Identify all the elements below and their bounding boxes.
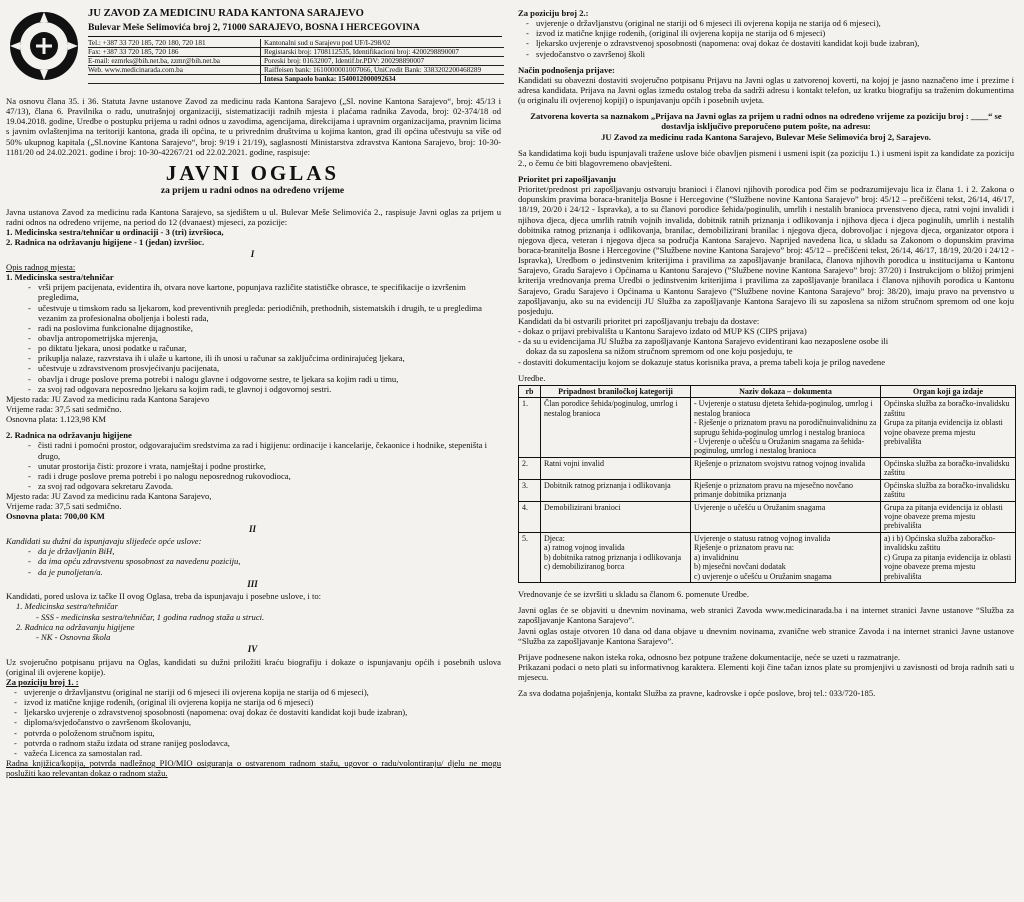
table-row bbox=[519, 457, 1016, 479]
priority-title: Prioritet pri zapošljavanju bbox=[518, 173, 616, 184]
publication-text: Javni oglas će se objaviti u dnevnim novinama, web stranici Zavoda www.medicinarada.ba i na internet stranici Javne ustanove “Služba za zapošljavanje Kantona Sarajevo”. bbox=[518, 605, 1014, 626]
list-item: - prikuplja nalaze, razvrstava ih i ulaže u kartone, ili ih unosi u računar sa zaključcima ordinirajućeg ljekara, bbox=[28, 353, 505, 363]
priority-condition: - dokaz o prijavi prebivališta u Kantonu Sarajevo izdato od MUP KS (CIPS prijava) bbox=[518, 326, 807, 337]
job-desc-title: Opis radnog mjesta: bbox=[6, 261, 76, 272]
envelope-address: JU Zavod za medicinu rada Kantona Sarajevo, Bulevar Meše Selimovića broj 2, Sarajevo. bbox=[601, 131, 931, 142]
pos2-hours: Vrijeme rada: 37,5 sati sedmično. bbox=[6, 501, 122, 512]
evidence-table bbox=[518, 385, 1016, 583]
col-header-organ: Organ koji ga izdaje bbox=[881, 385, 1016, 397]
cell-rb: 1. bbox=[519, 398, 541, 458]
table-row bbox=[519, 532, 1016, 582]
cell-organ: Grupa za pitanja evidencija iz oblasti vojne obaveze prema mjestu prebivališta bbox=[881, 501, 1016, 532]
special-conditions-intro: Kandidati, pored uslova iz tačke II ovog Oglasa, treba da ispunjavaju i posebne uslove, i to: bbox=[6, 591, 322, 602]
list-item: - svjedočanstvo o završenoj školi bbox=[526, 49, 1018, 59]
info-text: Prikazani podaci o neto plati su informativnog karaktera. Elementi koji čine tačan iznos plate su promjenjivi u zavisnosti od broja radnih sati u mjesecu. bbox=[518, 661, 1014, 683]
list-item: - da je punoljetan/a. bbox=[28, 567, 505, 577]
contact-court: Kantonalni sud u Sarajevu pod UF/I-298/02 bbox=[260, 39, 504, 47]
cell-category: Član porodice šehida/poginulog, umrlog i nestalog branioca bbox=[541, 398, 691, 458]
pos2-salary: Osnovna plata: 700,00 KM bbox=[6, 511, 105, 522]
cell-organ: Općinska služba za boračko-invalidsku zaštitu bbox=[881, 457, 1016, 479]
list-item: - vrši prijem pacijenata, evidentira ih, otvara nove kartone, popunjava različite statističke obrasce, te specifikacije o izvršenim pregledima, bbox=[28, 282, 505, 302]
pos1-place: Mjesto rada: JU Zavod za medicinu rada Kantona Sarajevo bbox=[6, 393, 210, 404]
duration-text: Javni oglas ostaje otvoren 10 dana od dana objave u dnevnim novinama, zvanične web stranice Zavoda i na internet stranici Javne ustanove “Služba za zapošljavanje Kantona Sarajevo”. bbox=[518, 625, 1014, 646]
contact-email: E-mail: ezmrks@bih.net.ba, zzmr@bih.net.ba bbox=[88, 57, 220, 65]
cell-organ: Općinska služba za boračko-invalidsku zaštitu Grupa za pitanja evidencija iz oblasti vojne obaveze prema mjestu prebivališta bbox=[881, 398, 1016, 458]
contact-row bbox=[88, 48, 504, 57]
list-item: - diploma/svjedočanstvo o završenom školovanju, bbox=[14, 717, 505, 727]
list-item: - da ima opću zdravstvenu sposobnost za navedenu poziciju, bbox=[28, 556, 505, 566]
special-item-2-title: 2. Radnica na održavanju higijene bbox=[16, 621, 135, 632]
cell-organ: a) i b) Općinska služba zaboračko-invalidsku zaštitu c) Grupa za pitanja evidencija iz oblasti vojne obaveze prema mjestu prebivališta bbox=[881, 532, 1016, 582]
org-address: Bulevar Meše Selimovića broj 2, 71000 SARAJEVO, BOSNA I HERCEGOVINA bbox=[88, 22, 420, 33]
contact-empty bbox=[88, 75, 260, 83]
pos1-hours: Vrijeme rada: 37,5 sati sedmično. bbox=[6, 403, 122, 414]
list-item: - radi na poslovima funkcionalne dijagnostike, bbox=[28, 323, 505, 333]
list-item: - izvod iz matične knjige rođenih, (original ili ovjerena kopija ne starija od 6 mjeseci) bbox=[526, 28, 1018, 38]
pos2-title: 2. Radnica na održavanju higijene bbox=[6, 430, 132, 441]
incomplete-text: Prijave podnesene nakon isteka roka, odnosno bez potpune tražene dokumentacije, neće se uzeti u razmatranje. bbox=[518, 651, 901, 662]
position-1-line: 1. Medicinska sestra/tehničar u ordinaciji - 3 (tri) izvršioca, bbox=[6, 227, 224, 238]
priority-condition: - dostaviti dokumentaciju kojom se dokazuje status korisnika prava, a prema tabeli koja je prilog navedene bbox=[518, 356, 886, 367]
left-column bbox=[0, 0, 505, 778]
org-name: JU ZAVOD ZA MEDICINU RADA KANTONA SARAJEVO bbox=[88, 8, 364, 19]
list-item: - ljekarsko uvjerenje o zdravstvenoj sposobnosti (napomena: ovaj dokaz će dostaviti kandidat koji bude izabran), bbox=[14, 707, 505, 717]
contact-row bbox=[88, 57, 504, 66]
table-row bbox=[519, 398, 1016, 458]
pos2-docs-title: Za poziciju broj 2.: bbox=[518, 8, 589, 18]
list-item: - da je državljanin BiH, bbox=[28, 546, 505, 556]
cell-rb: 2. bbox=[519, 457, 541, 479]
envelope-text: Zatvorena koverta sa naznakom „Prijava na Javni oglas za prijem u radni odnos na određeno vrijeme za poziciju broj : ____“ se dostavlja isključivo preporučeno putem pošte, na adresu: bbox=[530, 111, 1002, 132]
footnote: Radna knjižica/kopija, potvrda nadležnog PIO/MIO osiguranja o ostvarenom radnom stažu, ugovor o radu/volontiranju/ djelu ne mogu poslužiti kao relevantan dokaz o radnom stažu. bbox=[6, 758, 501, 779]
intro-paragraph: Na osnovu člana 35. i 36. Statuta Javne ustanove Zavod za medicinu rada Kantona Sarajevo („Sl. novine Kantona Sarajevo“, broj: 45/13 i 47/13), člana 6. Pravilnika o radu, unutrašnjoj organizaciji, sistematizaciji radnih mjesta i plaćama radnika Zavoda, broj: 02-374/18 od 19.04.2018. godine, Uredbe o postupku prijema u radni odnos u zavodima, agencijama, direkcijama i upravnim organizacijama, pravnim licima s javnim ovlaštenjima na teritoriji kantona, grada ili općina, te u privrednim društvima u kojima kanton, grad ili općina učestvuju sa više od 50% ukupnog kapitala („Sl.novine Kantona Sarajevo“, broj: 9/19 i 21/19), saglasnosti Ministarstva zdravstva Kantona Sarajevo, broj: 10-30-1181/20 od 24.02.2021. godine i broj: 10-30-42267/21 od 22.02.2021. godine, raspisuje: bbox=[6, 96, 501, 157]
pos2-place: Mjesto rada: JU Zavod za medicinu rada Kantona Sarajevo, bbox=[6, 491, 212, 502]
contact-text: Za sva dodatna pojašnjenja, kontakt Služba za pravne, kadrovske i opće poslove, broj tel.: 033/720-185. bbox=[518, 688, 876, 699]
list-item: - potvrda o položenom stručnom ispitu, bbox=[14, 728, 505, 738]
table-header-row bbox=[519, 385, 1016, 397]
priority-text: Prioritet/prednost pri zapošljavanju ostvaruju branioci i članovi njihovih porodica pod čim se podrazumijevaju lica iz člana 1. i 2. Zakona o dopunskim pravima boraca-branitelja Bosne i Hercegovine (”Službene novine Kantona Sarajevo” broj: 45/12 – prečišćeni tekst, 26/14, 46/17, 18/19, 20/20 i 24/12 - Ispravka), a to su članovi porodice šehida/poginulih, umrlih i nestalih branioca prvenstveno djeca, ratni vojni invalidi i njihova djeca, djeca umrlih ratnih vojnih invalida, dobitnik ratnih priznanja i odlikovanja i njihova djeca i djeca poginulih, umrlih i nestalih dobitnika ratnog priznanja i odlikovanja, branilac, demobilizirani branilac i njegova djeca, dobrovoljac i njegova djeca, organizator otpora i njegova djeca, veteran i njegova djeca sa područja Kantona Sarajevo. Naprijed navedena lica, u skladu sa Zakonom o dopunskim pravima boraca-branitelja Bosne i Hercegovine (”Službene novine Kantona Sarajevo” broj: 45/12 – prečišćeni tekst, 26/14, 46/17, 18/19, 20/20 i 24/12 - Ispravka), Uredbom o jedinstvenim kriterijima i pravilima za zapošljavanje branilaca, članova njihovih porodica u institucijama u Kantonu Sarajevo, Gradu Sarajevo i Općinama u Kantonu Sarajevo (”Službene novine Kantona Sarajevo” broj: 37/20) i Instrukcijom o bližoj primjeni kriterija vrednovanja prema Uredbi o jedinstvenim kriterijima i pravilima za zapošljavanje branilaca i članova njihovih porodica u Kantonu Sarajevo, Gradu Sarajevo i Općinama u Kantonu Sarajevo (”Službene novine Kantona Sarajevo” broj: 38/20), imaju pravo na prvenstvo u zapošljavanju, ako su na evidenciji JU Služba za zapošljavanje Kantona Sarajevo ili su zaposlena sa nižom stručnom spremom od one koju posjeduju. bbox=[518, 184, 1014, 316]
cell-docs: Rješenje o priznatom svojstvu ratnog vojnog invalida bbox=[691, 457, 881, 479]
list-item: - obavlja antropometrijska mjerenja, bbox=[28, 333, 505, 343]
col-header-category: Pripadnost braniločkoj kategoriji bbox=[541, 385, 691, 397]
cell-rb: 5. bbox=[519, 532, 541, 582]
header-divider bbox=[88, 36, 502, 37]
submission-title: Način podnošenja prijave: bbox=[518, 64, 615, 75]
cell-docs: Uvjerenje o učešću u Oružanim snagama bbox=[691, 501, 881, 532]
list-item: - izvod iz matične knjige rođenih, (original ili ovjerena kopija ne starija od 6 mjeseci) bbox=[14, 697, 505, 707]
ad-title: JAVNI OGLAS bbox=[165, 160, 340, 185]
right-column bbox=[512, 0, 1018, 698]
pos1-duties-list bbox=[0, 282, 505, 394]
contact-banks: Raiffeisen bank: 1610000001007066, UniCredit Bank: 3383202200468289 bbox=[260, 66, 504, 74]
contact-table bbox=[88, 39, 504, 84]
cell-rb: 3. bbox=[519, 479, 541, 501]
section-ii-heading: II bbox=[248, 523, 256, 534]
contact-intesa: Intesa Sanpaolo banka: 1540012000092634 bbox=[260, 75, 504, 83]
list-item: - učestvuje u timskom radu sa ljekarom, kod preventivnih pregleda: periodičnih, prethodnih, sistematskih i drugih, te u pregledima vezanim za profesionalna oboljenja i bolesti rada, bbox=[28, 303, 505, 323]
list-item: - ljekarsko uvjerenje o zdravstvenoj sposobnosti (napomena: ovaj dokaz će dostaviti kandidat koji bude izabran), bbox=[526, 38, 1018, 48]
docs-intro: Uz svojeručno potpisanu prijavu na Oglas, kandidati su dužni priložiti kraću biografiju i dokaze o ispunjavanju općih i posebnih uslova (original ili ovjerene kopije). bbox=[6, 656, 501, 677]
pos2-docs-list bbox=[512, 18, 1018, 59]
general-conditions-list bbox=[0, 546, 505, 576]
table-caption: Uredbe. bbox=[518, 372, 546, 383]
general-conditions-title: Kandidati su dužni da ispunjavaju slijedeće opće uslove: bbox=[6, 536, 202, 547]
list-item: - čisti radni i pomoćni prostor, odgovarajućim sredstvima za rad i higijenu: ordinacije i kancelarije, čekaonice i hodnike, stepeništa i drugo, bbox=[28, 440, 505, 460]
col-header-rb: rb bbox=[519, 385, 541, 397]
list-item: - učestvuje u zdravstvenom prosvjećivanju pacijenata, bbox=[28, 363, 505, 373]
position-2-line: 2. Radnica na održavanju higijene - 1 (jedan) izvršioc. bbox=[6, 237, 205, 248]
exam-text: Sa kandidatima koji budu ispunjavali tražene uslove biće obavljen pismeni i usmeni ispit (za poziciju 1.) i usmeni ispit za kandidate za poziciju 2., o čemu će biti blagovremeno obavješteni. bbox=[518, 147, 1014, 168]
list-item: - unutar prostorija čisti: prozore i vrata, namještaj i podne prostirke, bbox=[28, 461, 505, 471]
table-row bbox=[519, 501, 1016, 532]
contact-tax: Poreski broj: 01632007, Identif.br.PDV: 200298890007 bbox=[260, 57, 504, 65]
cell-category: Dobitnik ratnog priznanja i odlikovanja bbox=[541, 479, 691, 501]
contact-web: Web. www.medicinarada.com.ba bbox=[88, 66, 183, 74]
table-row bbox=[519, 479, 1016, 501]
contact-phone: Tel.: +387 33 720 185, 720 180, 720 181 bbox=[88, 39, 206, 47]
pos1-title: 1. Medicinska sestra/tehničar bbox=[6, 272, 114, 283]
pos2-duties-list bbox=[0, 440, 505, 491]
list-item: - važeća Licenca za samostalan rad. bbox=[14, 748, 505, 758]
list-item: - po diktatu ljekara, unosi podatke u računar, bbox=[28, 343, 505, 353]
contact-row bbox=[88, 66, 504, 75]
special-item-1-detail: - SSS - medicinska sestra/tehničar, 1 godina radnog staža u struci. bbox=[36, 611, 265, 622]
list-item: - za svoj rad odgovara neposredno ljekaru sa kojim radi, te glavnoj i odgovornoj sestri. bbox=[28, 384, 505, 394]
ad-subtitle: za prijem u radni odnos na određeno vrijeme bbox=[160, 185, 345, 196]
list-item: - uvjerenje o državljanstvu (original ne stariji od 6 mjeseci ili ovjerena kopija ne starija od 6 mjeseci), bbox=[14, 687, 505, 697]
section-iv-heading: IV bbox=[247, 643, 258, 654]
cell-organ: Općinska služba za boračko-invalidsku zaštitu bbox=[881, 479, 1016, 501]
valuation-text: Vrednovanje će se izvršiti u skladu sa članom 6. pomenute Uredbe. bbox=[518, 589, 749, 600]
letterhead bbox=[0, 0, 505, 96]
cell-docs: Uvjerenje o statusu ratnog vojnog invalida Rješenje o priznatom pravu na: a) invalidninu b) mjesečni novčani dodatak c) uvjerenje o učešću u Oružanim snagama bbox=[691, 532, 881, 582]
contact-registry: Registarski broj: 1708112535, Identifikacioni broj: 4200298890007 bbox=[260, 48, 504, 56]
cell-category: Demobilizirani branioci bbox=[541, 501, 691, 532]
pos1-docs-list bbox=[0, 687, 505, 758]
list-item: - uvjerenje o državljanstvu (original ne stariji od 6 mjeseci ili ovjerena kopija ne starija od 6 mjeseci), bbox=[526, 18, 1018, 28]
priority-conditions-intro: Kandidati da bi ostvarili prioritet pri zapošljavanju trebaju da dostave: bbox=[518, 315, 760, 326]
col-header-document: Naziv dokaza – dokumenta bbox=[691, 385, 881, 397]
pos1-salary: Osnovna plata: 1.123,98 KM bbox=[6, 414, 107, 425]
priority-condition: - da su u evidencijama JU Služba za zapošljavanje Kantona Sarajevo evidentirani kao nezaposlene osobe ili bbox=[518, 336, 889, 347]
contact-row bbox=[88, 75, 504, 84]
contact-row bbox=[88, 39, 504, 48]
priority-condition: dokaz da su zaposlena sa nižom stručnom spremom od one koju posjeduju, te bbox=[526, 346, 793, 357]
list-item: - za svoj rad odgovara sekretaru Zavoda. bbox=[28, 481, 505, 491]
special-item-1-title: 1. Medicinska sestra/tehničar bbox=[16, 601, 118, 612]
cell-rb: 4. bbox=[519, 501, 541, 532]
announcement-text: Javna ustanova Zavod za medicinu rada Kantona Sarajevo, sa sjedištem u ul. Bulevar Meše Selimovića 2., raspisuje Javni oglas za prijem u radni odnos na određeno vrijeme, na period do 12 (dvanaest) mjeseci, za pozicije: bbox=[6, 206, 501, 227]
cell-docs: - Uvjerenje o statusu djeteta šehida-poginulog, umrlog i nestalog branioca - Rješenje o priznatom pravu na porodičnuinvalidninu za suprugu šehida-poginulog umrlog i nestalog branioca - Uvjerenje o učešću u Oružanim snagama za šehida-poginulog, umrlog i nestalog branioca bbox=[691, 398, 881, 458]
submission-text: Kandidati su obavezni dostaviti svojeručno potpisanu Prijavu na Javni oglas u zatvorenoj koverti, na kojoj je jasno naznačeno ime i prezime i adresa kandidata. Prijava na Javni oglas između ostalog treba da sadrži adresu i kontakt telefon, uz kratku biografiju sa traženim dokumentima (u originalu ili ovjerenoj kopiji) o ispunjavanju općih i posebnih uvjeta. bbox=[518, 74, 1014, 106]
contact-fax: Fax: +387 33 720 185, 720 186 bbox=[88, 48, 179, 56]
special-item-2-detail: - NK - Osnovna škola bbox=[36, 631, 111, 642]
section-iii-heading: III bbox=[247, 578, 258, 589]
list-item: - obavlja i druge poslove prema potrebi i nalogu glavne i odgovorne sestre, te ljekara sa kojim radi u timu, bbox=[28, 374, 505, 384]
cell-category: Djeca: a) ratnog vojnog invalida b) dobitnika ratnog priznanja i odlikovanja c) demobiliziranog borca bbox=[541, 532, 691, 582]
cell-docs: Rješenje o priznatom pravu na mjesečno novčano primanje dobitnika priznanja bbox=[691, 479, 881, 501]
pos1-docs-title: Za poziciju broj 1. : bbox=[6, 676, 79, 687]
list-item: - radi i druge poslove prema potrebi i po nalogu neposrednog rukovodioca, bbox=[28, 471, 505, 481]
institution-logo-icon bbox=[6, 8, 82, 84]
section-i-heading: I bbox=[250, 249, 255, 260]
list-item: - potvrda o radnom stažu izdata od strane ranijeg poslodavca, bbox=[14, 738, 505, 748]
cell-category: Ratni vojni invalid bbox=[541, 457, 691, 479]
